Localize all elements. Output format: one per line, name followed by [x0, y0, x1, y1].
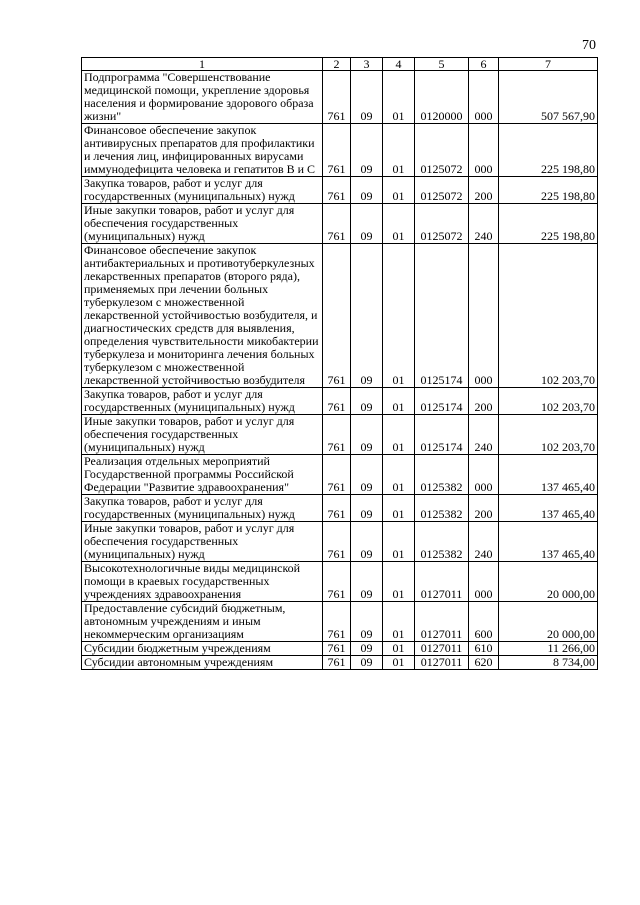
ministry-code: 761 [323, 71, 351, 124]
section-code: 09 [351, 244, 383, 388]
target-article-code: 0125382 [415, 455, 469, 495]
amount: 102 203,70 [499, 415, 598, 455]
amount: 137 465,40 [499, 522, 598, 562]
expense-type-code: 610 [469, 642, 499, 656]
target-article-code: 0125072 [415, 177, 469, 204]
expense-type-code: 000 [469, 455, 499, 495]
expense-type-code: 240 [469, 204, 499, 244]
section-code: 09 [351, 124, 383, 177]
item-name: Субсидии бюджетным учреждениям [82, 642, 323, 656]
target-article-code: 0127011 [415, 642, 469, 656]
section-code: 09 [351, 522, 383, 562]
section-code: 09 [351, 495, 383, 522]
subsection-code: 01 [383, 388, 415, 415]
amount: 507 567,90 [499, 71, 598, 124]
item-name: Финансовое обеспечение закупок антибактериальных и противотуберкулезных лекарственных препаратов (второго ряда), применяемых при лечении больных туберкулезом с множественной лекарственной устойчивостью возбудителя, и диагностических средств для выявления, определения чувствительности микобактерии туберкулеза и мониторинга лечения больных туберкулезом с множественной лекарственной устойчивостью возбудителя [82, 244, 323, 388]
target-article-code: 0125072 [415, 124, 469, 177]
column-header: 6 [469, 58, 499, 71]
subsection-code: 01 [383, 562, 415, 602]
expense-type-code: 240 [469, 522, 499, 562]
expense-type-code: 600 [469, 602, 499, 642]
column-header: 5 [415, 58, 469, 71]
table-row [82, 656, 598, 670]
column-header: 4 [383, 58, 415, 71]
column-header: 2 [323, 58, 351, 71]
column-header: 1 [82, 58, 323, 71]
item-name: Субсидии автономным учреждениям [82, 656, 323, 670]
expense-type-code: 000 [469, 71, 499, 124]
amount: 225 198,80 [499, 124, 598, 177]
subsection-code: 01 [383, 602, 415, 642]
budget-table [81, 57, 598, 670]
ministry-code: 761 [323, 642, 351, 656]
target-article-code: 0125382 [415, 522, 469, 562]
subsection-code: 01 [383, 71, 415, 124]
item-name: Иные закупки товаров, работ и услуг для обеспечения государственных (муниципальных) нужд [82, 204, 323, 244]
section-code: 09 [351, 455, 383, 495]
subsection-code: 01 [383, 656, 415, 670]
item-name: Иные закупки товаров, работ и услуг для обеспечения государственных (муниципальных) нужд [82, 522, 323, 562]
ministry-code: 761 [323, 244, 351, 388]
expense-type-code: 240 [469, 415, 499, 455]
target-article-code: 0120000 [415, 71, 469, 124]
amount: 102 203,70 [499, 244, 598, 388]
section-code: 09 [351, 204, 383, 244]
target-article-code: 0125382 [415, 495, 469, 522]
table-row [82, 495, 598, 522]
expense-type-code: 200 [469, 388, 499, 415]
item-name: Финансовое обеспечение закупок антивирусных препаратов для профилактики и лечения лиц, инфицированных вирусами иммунодефицита человека и гепатитов В и С [82, 124, 323, 177]
table-row [82, 455, 598, 495]
ministry-code: 761 [323, 124, 351, 177]
expense-type-code: 000 [469, 124, 499, 177]
table-header-row [82, 58, 598, 71]
amount: 20 000,00 [499, 562, 598, 602]
expense-type-code: 200 [469, 495, 499, 522]
expense-type-code: 000 [469, 562, 499, 602]
amount: 20 000,00 [499, 602, 598, 642]
table-row [82, 562, 598, 602]
item-name: Закупка товаров, работ и услуг для государственных (муниципальных) нужд [82, 495, 323, 522]
section-code: 09 [351, 562, 383, 602]
target-article-code: 0127011 [415, 656, 469, 670]
table-row [82, 71, 598, 124]
item-name: Реализация отдельных мероприятий Государственной программы Российской Федерации "Развитие здравоохранения" [82, 455, 323, 495]
section-code: 09 [351, 656, 383, 670]
ministry-code: 761 [323, 204, 351, 244]
subsection-code: 01 [383, 642, 415, 656]
amount: 8 734,00 [499, 656, 598, 670]
amount: 225 198,80 [499, 204, 598, 244]
item-name: Подпрограмма "Совершенствование медицинской помощи, укрепление здоровья населения и формирование здорового образа жизни" [82, 71, 323, 124]
expense-type-code: 200 [469, 177, 499, 204]
page-number: 70 [582, 38, 596, 53]
table-row [82, 522, 598, 562]
ministry-code: 761 [323, 415, 351, 455]
target-article-code: 0125174 [415, 388, 469, 415]
ministry-code: 761 [323, 656, 351, 670]
table-row [82, 415, 598, 455]
table-row [82, 204, 598, 244]
ministry-code: 761 [323, 562, 351, 602]
section-code: 09 [351, 415, 383, 455]
section-code: 09 [351, 177, 383, 204]
ministry-code: 761 [323, 388, 351, 415]
target-article-code: 0127011 [415, 602, 469, 642]
table-row [82, 388, 598, 415]
ministry-code: 761 [323, 522, 351, 562]
item-name: Предоставление субсидий бюджетным, автономным учреждениям и иным некоммерческим организациям [82, 602, 323, 642]
subsection-code: 01 [383, 455, 415, 495]
item-name: Закупка товаров, работ и услуг для государственных (муниципальных) нужд [82, 388, 323, 415]
section-code: 09 [351, 388, 383, 415]
ministry-code: 761 [323, 495, 351, 522]
ministry-code: 761 [323, 177, 351, 204]
table-row [82, 124, 598, 177]
subsection-code: 01 [383, 244, 415, 388]
expense-type-code: 620 [469, 656, 499, 670]
column-header: 3 [351, 58, 383, 71]
item-name: Закупка товаров, работ и услуг для государственных (муниципальных) нужд [82, 177, 323, 204]
target-article-code: 0127011 [415, 562, 469, 602]
amount: 137 465,40 [499, 495, 598, 522]
subsection-code: 01 [383, 124, 415, 177]
table-row [82, 602, 598, 642]
ministry-code: 761 [323, 602, 351, 642]
target-article-code: 0125174 [415, 244, 469, 388]
amount: 11 266,00 [499, 642, 598, 656]
column-header: 7 [499, 58, 598, 71]
subsection-code: 01 [383, 522, 415, 562]
item-name: Иные закупки товаров, работ и услуг для обеспечения государственных (муниципальных) нужд [82, 415, 323, 455]
subsection-code: 01 [383, 415, 415, 455]
target-article-code: 0125174 [415, 415, 469, 455]
ministry-code: 761 [323, 455, 351, 495]
amount: 102 203,70 [499, 388, 598, 415]
table-row [82, 244, 598, 388]
amount: 137 465,40 [499, 455, 598, 495]
subsection-code: 01 [383, 495, 415, 522]
expense-type-code: 000 [469, 244, 499, 388]
target-article-code: 0125072 [415, 204, 469, 244]
section-code: 09 [351, 71, 383, 124]
item-name: Высокотехнологичные виды медицинской помощи в краевых государственных учреждениях здравоохранения [82, 562, 323, 602]
subsection-code: 01 [383, 177, 415, 204]
table-row [82, 177, 598, 204]
amount: 225 198,80 [499, 177, 598, 204]
table-row [82, 642, 598, 656]
subsection-code: 01 [383, 204, 415, 244]
section-code: 09 [351, 602, 383, 642]
section-code: 09 [351, 642, 383, 656]
